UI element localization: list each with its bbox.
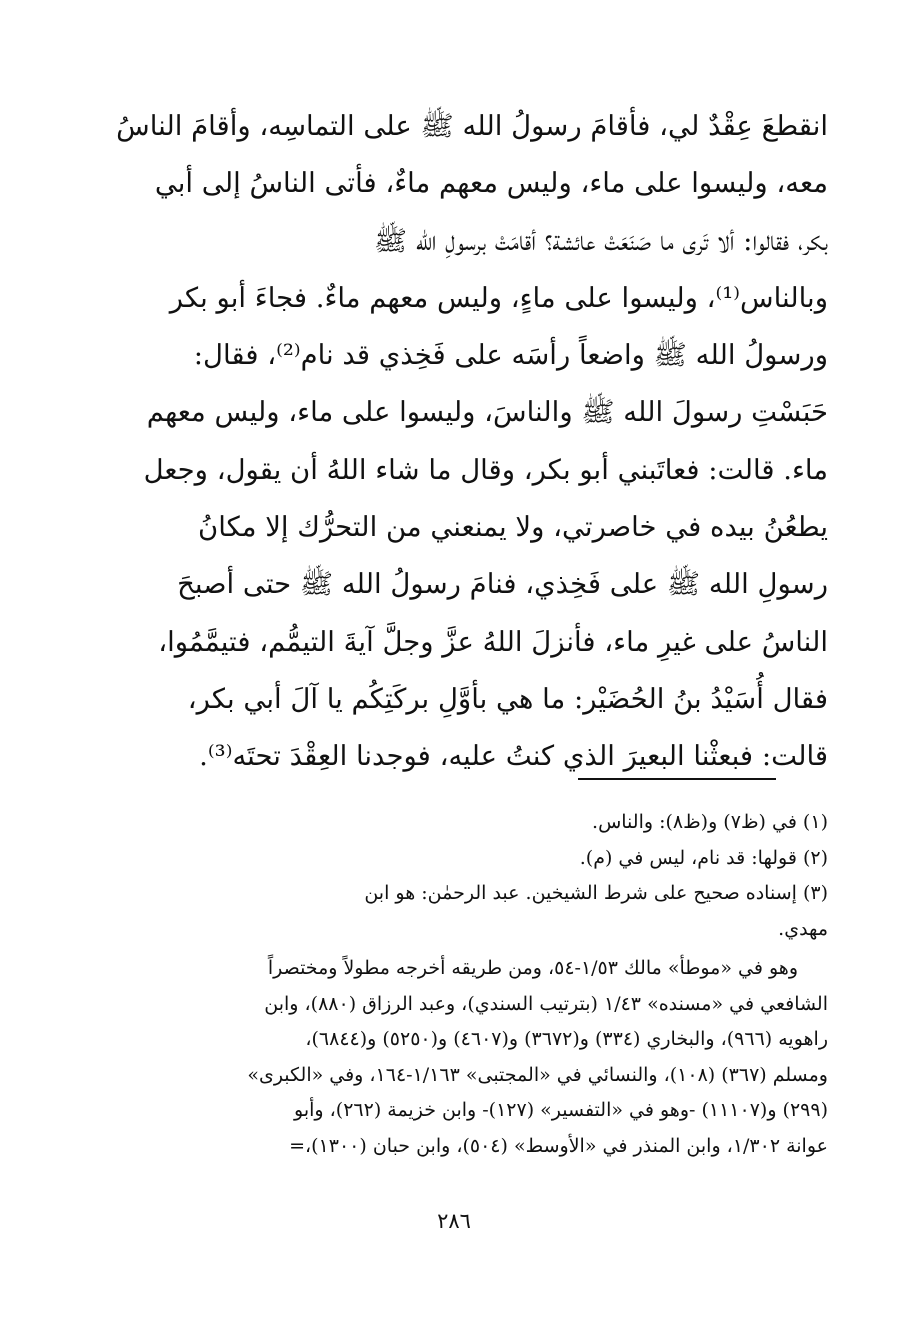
footnote-source-line: عوانة ١/٣٠٢، وابن المنذر في «الأوسط» (٥٠٤)، وابن حبان (١٣٠٠)،= — [289, 1134, 828, 1157]
main-text-line: فقال أُسَيْدُ بنُ الحُضَيْر: ما هي بأوَّلِ بركَتِكُم يا آلَ أبي بكر، — [187, 682, 828, 715]
footnote-source-line: راهويه (٩٦٦)، والبخاري (٣٣٤) و(٣٦٧٢) و(٤٦٠٧) و(٥٢٥٠) و(٦٨٤٤)، — [305, 1028, 828, 1050]
footnote-source-line: وهو في «موطأ» مالك ١/٥٣-٥٤، ومن طريقه أخرجه مطولاً ومختصراً — [267, 957, 798, 979]
main-text-line: بكر، فقالوا: ألا تَرى ما صَنَعَتْ عائشة؟ أقامَتْ برسولِ الله ﷺ — [373, 224, 828, 257]
main-text-line: انقطعَ عِقْدٌ لي، فأقامَ رسولُ الله ﷺ على التماسِه، وأقامَ الناسُ — [116, 110, 828, 142]
main-text-line: ماء. قالت: فعاتَبني أبو بكر، وقال ما شاء اللهُ أن يقول، وجعل — [143, 453, 828, 486]
main-text-line: رسولِ الله ﷺ على فَخِذي، فنامَ رسولُ الله ﷺ حتى أصبحَ — [177, 568, 828, 601]
main-text-block — [80, 98, 828, 786]
main-text-line: ورسولُ الله ﷺ واضعاً رأسَه على فَخِذي قد نام⁽²⁾، فقال: — [193, 339, 828, 372]
footnote-3-continuation: مهدي. — [778, 917, 828, 940]
main-text-line: الناسُ على غيرِ ماء، فأنزلَ اللهُ عزَّ وجلَّ آيةَ التيمُّم، فتيمَّمُوا، — [158, 625, 828, 658]
main-text-line: حَبَسْتِ رسولَ الله ﷺ والناسَ، وليسوا على ماء، وليس معهم — [146, 396, 828, 429]
footnote-source-line: (٢٩٩) و(١١١٠٧) -وهو في «التفسير» (١٢٧)- وابن خزيمة (٢٦٢)، وأبو — [294, 1099, 828, 1121]
page-number: ٢٨٦ — [437, 1209, 471, 1233]
footnote-2: (٢) قولها: قد نام، ليس في (م). — [579, 846, 828, 869]
footnotes-block — [80, 805, 828, 1164]
footnote-source-line: ومسلم (٣٦٧) (١٠٨)، والنسائي في «المجتبى» ١/١٦٣-١٦٤، وفي «الكبرى» — [247, 1063, 828, 1086]
footnote-1: (١) في (ظ٧) و(ظ٨): والناس. — [592, 811, 828, 833]
footnote-source-line: الشافعي في «مسنده» ١/٤٣ (بترتيب السندي)، وعبد الرزاق (٨٨٠)، وابن — [264, 992, 828, 1015]
main-text-line: يطعُنُ بيده في خاصرتي، ولا يمنعني من التحرُّك إلا مكانُ — [198, 511, 828, 544]
main-text-line: قالت: فبعثْنا البعيرَ الذي كنتُ عليه، فوجدنا العِقْدَ تحتَه⁽³⁾. — [199, 740, 828, 773]
footnote-3: (٣) إسناده صحيح على شرط الشيخين. عبد الرحمٰن: هو ابن — [364, 882, 828, 904]
footnote-divider — [578, 778, 776, 780]
main-text-line: معه، وليسوا على ماء، وليس معهم ماءٌ، فأتى الناسُ إلى أبي — [154, 167, 828, 200]
main-text-line: وبالناس⁽¹⁾، وليسوا على ماءٍ، وليس معهم ماءٌ. فجاءَ أبو بكر — [169, 281, 828, 314]
